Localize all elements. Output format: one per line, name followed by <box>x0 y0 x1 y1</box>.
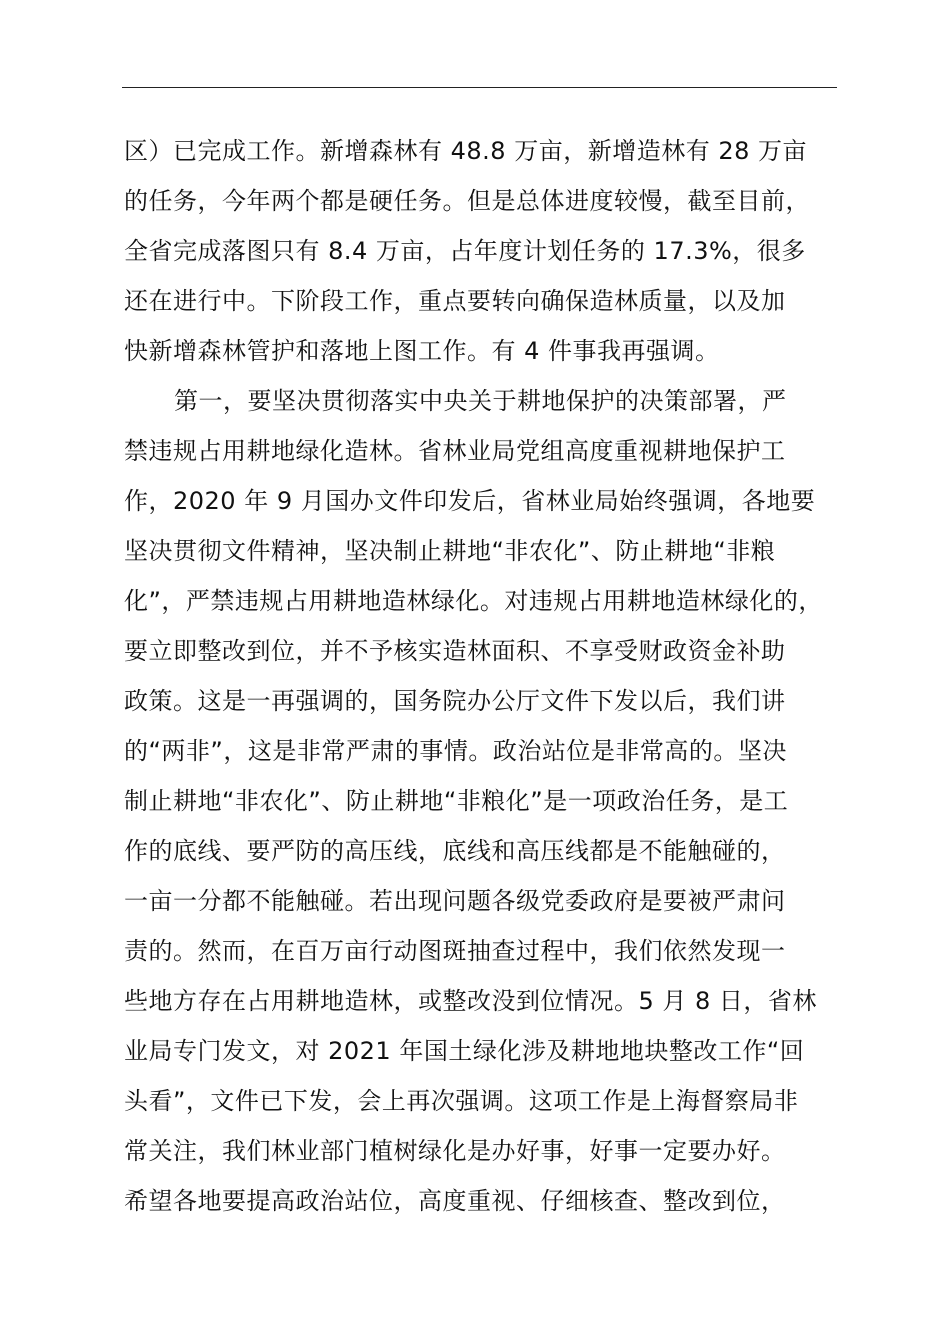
text-line: 业局专门发文，对 2021 年国土绿化涉及耕地地块整改工作“回 <box>124 1037 805 1065</box>
text-line: 一亩一分都不能触碰。若出现问题各级党委政府是要被严肃问 <box>124 887 786 915</box>
text-line: 些地方存在占用耕地造林，或整改没到位情况。5 月 8 日，省林 <box>124 987 817 1015</box>
text-line: 坚决贯彻文件精神，坚决制止耕地“非农化”、防止耕地“非粮 <box>124 537 776 565</box>
text-line: 还在进行中。下阶段工作，重点要转向确保造林质量，以及加 <box>124 287 786 315</box>
header-rule <box>122 87 837 88</box>
text-line: 作的底线、要严防的高压线，底线和高压线都是不能触碰的， <box>124 837 786 865</box>
text-line: 要立即整改到位，并不予核实造林面积、不享受财政资金补助 <box>124 637 786 665</box>
text-line: 常关注，我们林业部门植树绿化是办好事，好事一定要办好。 <box>124 1137 786 1165</box>
paragraph-first-line: 第一，要坚决贯彻落实中央关于耕地保护的决策部署，严 <box>174 387 787 415</box>
text-line: 的“两非”，这是非常严肃的事情。政治站位是非常高的。坚决 <box>124 737 787 765</box>
text-line: 希望各地要提高政治站位，高度重视、仔细核查、整改到位， <box>124 1187 786 1215</box>
text-line: 政策。这是一再强调的，国务院办公厅文件下发以后，我们讲 <box>124 687 786 715</box>
text-line: 头看”，文件已下发，会上再次强调。这项工作是上海督察局非 <box>124 1087 799 1115</box>
text-line: 的任务，今年两个都是硬任务。但是总体进度较慢，截至目前， <box>124 187 810 215</box>
text-line: 制止耕地“非农化”、防止耕地“非粮化”是一项政治任务，是工 <box>124 787 789 815</box>
text-line: 化”，严禁违规占用耕地造林绿化。对违规占用耕地造林绿化的， <box>124 587 823 615</box>
text-line: 快新增森林管护和落地上图工作。有 4 件事我再强调。 <box>124 337 720 365</box>
text-line: 作，2020 年 9 月国办文件印发后，省林业局始终强调，各地要 <box>124 487 816 515</box>
text-line: 区）已完成工作。新增森林有 48.8 万亩，新增造林有 28 万亩 <box>124 137 807 165</box>
text-line: 禁违规占用耕地绿化造林。省林业局党组高度重视耕地保护工 <box>124 437 786 465</box>
text-line: 全省完成落图只有 8.4 万亩，占年度计划任务的 17.3%，很多 <box>124 237 806 265</box>
text-line: 责的。然而，在百万亩行动图斑抽查过程中，我们依然发现一 <box>124 937 786 965</box>
